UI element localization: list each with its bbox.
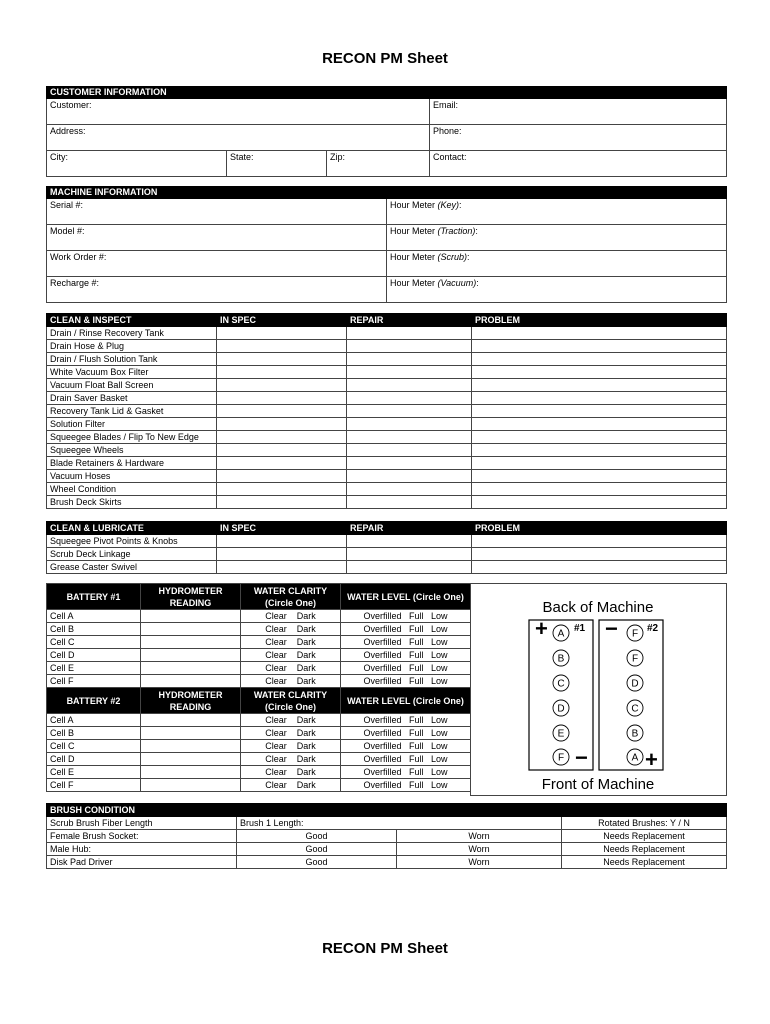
battery-diagram [470, 583, 727, 796]
option-dark[interactable]: Dark [296, 741, 316, 751]
option-overfilled[interactable]: Overfilled [363, 780, 402, 790]
hour-meter-field-3[interactable] [387, 277, 727, 303]
problem-cell[interactable] [472, 379, 727, 392]
battery-1-minus: − [575, 745, 588, 770]
in-spec-cell[interactable] [217, 496, 347, 509]
problem-cell[interactable] [472, 405, 727, 418]
problem-cell[interactable] [472, 366, 727, 379]
option-clear[interactable]: Clear [265, 715, 287, 725]
machine-field-1[interactable]: Model #: [47, 225, 387, 251]
in-spec-cell[interactable] [217, 548, 347, 561]
repair-cell[interactable] [347, 444, 472, 457]
problem-cell[interactable] [472, 483, 727, 496]
option-low[interactable]: Low [431, 728, 448, 738]
column-header: PROBLEM [472, 522, 727, 535]
water-level-header: WATER LEVEL (Circle One) [341, 688, 471, 714]
column-header: REPAIR [347, 522, 472, 535]
item-label: Drain / Rinse Recovery Tank [47, 327, 217, 340]
repair-cell[interactable] [347, 379, 472, 392]
option-needs-replacement[interactable]: Needs Replacement [562, 856, 727, 869]
item-label: Brush Deck Skirts [47, 496, 217, 509]
option-dark[interactable]: Dark [296, 624, 316, 634]
water-level-options[interactable] [341, 636, 471, 649]
option-clear[interactable]: Clear [265, 741, 287, 751]
battery-header: BATTERY #1 [47, 584, 141, 610]
water-level-header: WATER LEVEL (Circle One) [341, 584, 471, 610]
water-clarity-options[interactable] [241, 779, 341, 792]
option-overfilled[interactable]: Overfilled [363, 741, 402, 751]
table-row [47, 856, 727, 869]
cell-label: Cell C [47, 636, 141, 649]
table-row [47, 327, 727, 340]
in-spec-cell[interactable] [217, 431, 347, 444]
problem-cell[interactable] [472, 353, 727, 366]
water-clarity-options[interactable] [241, 727, 341, 740]
option-clear[interactable]: Clear [265, 754, 287, 764]
hydrometer-cell[interactable] [141, 714, 241, 727]
water-clarity-options[interactable] [241, 610, 341, 623]
water-level-options[interactable] [341, 662, 471, 675]
right-cell-letter: B [631, 728, 639, 740]
hour-meter-colon: : [467, 252, 470, 262]
battery-2-minus: − [605, 616, 618, 641]
option-clear[interactable]: Clear [265, 767, 287, 777]
rotated-brushes-field[interactable]: Rotated Brushes: Y / N [562, 817, 727, 830]
problem-cell[interactable] [472, 470, 727, 483]
repair-cell[interactable] [347, 496, 472, 509]
in-spec-cell[interactable] [217, 470, 347, 483]
option-full[interactable]: Full [408, 741, 424, 751]
option-full[interactable]: Full [408, 780, 424, 790]
battery-2-number: #2 [647, 623, 659, 634]
water-level-options[interactable] [341, 740, 471, 753]
machine-info-header: MACHINE INFORMATION [47, 187, 727, 199]
cell-label: Cell F [47, 779, 141, 792]
water-clarity-options[interactable] [241, 753, 341, 766]
item-label: Blade Retainers & Hardware [47, 457, 217, 470]
left-cell-letter: B [557, 653, 565, 665]
hour-meter-label: Hour Meter [390, 278, 438, 288]
cell-label: Cell D [47, 753, 141, 766]
in-spec-cell[interactable] [217, 418, 347, 431]
option-full[interactable]: Full [408, 611, 424, 621]
water-level-options[interactable] [341, 623, 471, 636]
option-dark[interactable]: Dark [296, 754, 316, 764]
problem-cell[interactable] [472, 548, 727, 561]
option-dark[interactable]: Dark [296, 780, 316, 790]
option-low[interactable]: Low [431, 663, 448, 673]
repair-cell[interactable] [347, 392, 472, 405]
problem-cell[interactable] [472, 327, 727, 340]
hydrometer-cell[interactable] [141, 649, 241, 662]
option-clear[interactable]: Clear [265, 650, 287, 660]
option-overfilled[interactable]: Overfilled [363, 624, 402, 634]
state-field[interactable]: State: [227, 151, 327, 177]
left-cell-letter: E [557, 728, 565, 740]
option-full[interactable]: Full [408, 637, 424, 647]
option-dark[interactable]: Dark [296, 676, 316, 686]
contact-field[interactable]: Contact: [430, 151, 727, 177]
option-dark[interactable]: Dark [296, 611, 316, 621]
table-row [47, 431, 727, 444]
machine-field-3[interactable]: Recharge #: [47, 277, 387, 303]
problem-cell[interactable] [472, 340, 727, 353]
right-cell-letter: C [631, 703, 639, 715]
table-row [47, 405, 727, 418]
repair-cell[interactable] [347, 340, 472, 353]
option-full[interactable]: Full [408, 754, 424, 764]
option-dark[interactable]: Dark [296, 637, 316, 647]
cell-label: Cell F [47, 675, 141, 688]
option-low[interactable]: Low [431, 611, 448, 621]
table-row [47, 649, 471, 662]
in-spec-cell[interactable] [217, 483, 347, 496]
repair-cell[interactable] [347, 431, 472, 444]
battery-1-plus: + [535, 616, 548, 641]
option-low[interactable]: Low [431, 715, 448, 725]
option-overfilled[interactable]: Overfilled [363, 637, 402, 647]
machine-field-2[interactable]: Work Order #: [47, 251, 387, 277]
item-label: Drain Saver Basket [47, 392, 217, 405]
option-overfilled[interactable]: Overfilled [363, 767, 402, 777]
option-overfilled[interactable]: Overfilled [363, 611, 402, 621]
water-level-options[interactable] [341, 675, 471, 688]
page-title: RECON PM Sheet [322, 50, 448, 67]
option-dark[interactable]: Dark [296, 663, 316, 673]
column-header: IN SPEC [217, 314, 347, 327]
problem-cell[interactable] [472, 535, 727, 548]
item-label: Vacuum Float Ball Screen [47, 379, 217, 392]
in-spec-cell[interactable] [217, 353, 347, 366]
option-full[interactable]: Full [408, 715, 424, 725]
item-label: Squeegee Wheels [47, 444, 217, 457]
city-field[interactable]: City: [47, 151, 227, 177]
table-row [47, 470, 727, 483]
repair-cell[interactable] [347, 457, 472, 470]
option-good[interactable]: Good [237, 830, 397, 843]
repair-cell[interactable] [347, 366, 472, 379]
brush-item-label: Male Hub: [47, 843, 237, 856]
battery-table [46, 583, 471, 792]
water-clarity-options[interactable] [241, 662, 341, 675]
hour-meter-type: (Vacuum) [437, 278, 477, 288]
hour-meter-type: (Traction) [437, 226, 476, 236]
water-clarity-header: WATER CLARITY (Circle One) [241, 584, 341, 610]
repair-cell[interactable] [347, 327, 472, 340]
in-spec-cell[interactable] [217, 444, 347, 457]
option-clear[interactable]: Clear [265, 637, 287, 647]
table-row [47, 766, 471, 779]
option-low[interactable]: Low [431, 754, 448, 764]
option-worn[interactable]: Worn [397, 843, 562, 856]
right-cell-letter: F [631, 628, 639, 640]
table-row [47, 753, 471, 766]
water-clarity-options[interactable] [241, 649, 341, 662]
item-label: Drain / Flush Solution Tank [47, 353, 217, 366]
option-full[interactable]: Full [408, 767, 424, 777]
hour-meter-type: (Scrub) [437, 252, 468, 262]
column-header: REPAIR [347, 314, 472, 327]
table-row [47, 366, 727, 379]
in-spec-cell[interactable] [217, 457, 347, 470]
item-label: Recovery Tank Lid & Gasket [47, 405, 217, 418]
problem-cell[interactable] [472, 392, 727, 405]
column-header: IN SPEC [217, 522, 347, 535]
machine-info-table [46, 186, 727, 303]
address-field[interactable]: Address: [47, 125, 430, 151]
in-spec-cell[interactable] [217, 340, 347, 353]
table-row [47, 444, 727, 457]
option-full[interactable]: Full [408, 676, 424, 686]
hydrometer-cell[interactable] [141, 610, 241, 623]
option-good[interactable]: Good [237, 856, 397, 869]
cell-label: Cell A [47, 610, 141, 623]
cell-label: Cell B [47, 727, 141, 740]
table-row [47, 340, 727, 353]
hour-meter-colon: : [476, 278, 479, 288]
column-header: PROBLEM [472, 314, 727, 327]
option-overfilled[interactable]: Overfilled [363, 715, 402, 725]
column-header: CLEAN & INSPECT [47, 314, 217, 327]
water-clarity-options[interactable] [241, 740, 341, 753]
table-row [47, 714, 471, 727]
repair-cell[interactable] [347, 353, 472, 366]
cell-label: Cell D [47, 649, 141, 662]
right-cell-letter: D [631, 678, 639, 690]
option-overfilled[interactable]: Overfilled [363, 676, 402, 686]
item-label: Grease Caster Swivel [47, 561, 217, 574]
in-spec-cell[interactable] [217, 392, 347, 405]
table-row [47, 457, 727, 470]
repair-cell[interactable] [347, 535, 472, 548]
in-spec-cell[interactable] [217, 366, 347, 379]
hydrometer-cell[interactable] [141, 766, 241, 779]
repair-cell[interactable] [347, 418, 472, 431]
hour-meter-colon: : [459, 200, 462, 210]
right-cell-letter: A [631, 752, 639, 764]
hydrometer-cell[interactable] [141, 753, 241, 766]
water-clarity-options[interactable] [241, 623, 341, 636]
option-needs-replacement[interactable]: Needs Replacement [562, 843, 727, 856]
option-overfilled[interactable]: Overfilled [363, 728, 402, 738]
cell-label: Cell B [47, 623, 141, 636]
column-header: CLEAN & LUBRICATE [47, 522, 217, 535]
hydrometer-cell[interactable] [141, 675, 241, 688]
front-of-machine-label: Front of Machine [541, 776, 655, 793]
repair-cell[interactable] [347, 405, 472, 418]
option-full[interactable]: Full [408, 663, 424, 673]
option-clear[interactable]: Clear [265, 611, 287, 621]
left-cell-letter: F [557, 752, 565, 764]
table-row [47, 636, 471, 649]
hydrometer-cell[interactable] [141, 727, 241, 740]
hour-meter-field-2[interactable] [387, 251, 727, 277]
water-clarity-options[interactable] [241, 675, 341, 688]
hydrometer-cell[interactable] [141, 623, 241, 636]
option-low[interactable]: Low [431, 637, 448, 647]
table-row [47, 392, 727, 405]
clean-lubricate-table [46, 521, 727, 574]
option-low[interactable]: Low [431, 624, 448, 634]
email-field[interactable]: Email: [430, 99, 727, 125]
table-row [47, 548, 727, 561]
repair-cell[interactable] [347, 483, 472, 496]
in-spec-cell[interactable] [217, 561, 347, 574]
water-level-options[interactable] [341, 753, 471, 766]
battery-1-number: #1 [574, 623, 586, 634]
left-cell-letter: C [557, 678, 565, 690]
hour-meter-label: Hour Meter [390, 200, 438, 210]
table-row [47, 779, 471, 792]
problem-cell[interactable] [472, 418, 727, 431]
option-full[interactable]: Full [408, 624, 424, 634]
table-row [47, 561, 727, 574]
customer-field[interactable]: Customer: [47, 99, 430, 125]
in-spec-cell[interactable] [217, 327, 347, 340]
table-row [47, 675, 471, 688]
option-low[interactable]: Low [431, 650, 448, 660]
scrub-brush-fiber-length: Scrub Brush Fiber Length [47, 817, 237, 830]
option-clear[interactable]: Clear [265, 728, 287, 738]
water-level-options[interactable] [341, 727, 471, 740]
battery-header: BATTERY #2 [47, 688, 141, 714]
zip-field[interactable]: Zip: [327, 151, 430, 177]
cell-label: Cell C [47, 740, 141, 753]
option-low[interactable]: Low [431, 780, 448, 790]
table-row [47, 830, 727, 843]
hydrometer-cell[interactable] [141, 740, 241, 753]
water-level-options[interactable] [341, 610, 471, 623]
option-overfilled[interactable]: Overfilled [363, 754, 402, 764]
table-row [47, 740, 471, 753]
cell-label: Cell E [47, 766, 141, 779]
cell-label: Cell A [47, 714, 141, 727]
option-full[interactable]: Full [408, 650, 424, 660]
option-needs-replacement[interactable]: Needs Replacement [562, 830, 727, 843]
battery-2-plus: + [645, 747, 658, 772]
water-clarity-options[interactable] [241, 636, 341, 649]
water-level-options[interactable] [341, 714, 471, 727]
option-clear[interactable]: Clear [265, 624, 287, 634]
option-overfilled[interactable]: Overfilled [363, 663, 402, 673]
option-dark[interactable]: Dark [296, 650, 316, 660]
hydrometer-cell[interactable] [141, 636, 241, 649]
hydrometer-cell[interactable] [141, 662, 241, 675]
repair-cell[interactable] [347, 470, 472, 483]
brush-item-label: Disk Pad Driver [47, 856, 237, 869]
water-clarity-options[interactable] [241, 714, 341, 727]
option-worn[interactable]: Worn [397, 830, 562, 843]
in-spec-cell[interactable] [217, 405, 347, 418]
option-clear[interactable]: Clear [265, 676, 287, 686]
problem-cell[interactable] [472, 457, 727, 470]
customer-info-table [46, 86, 727, 177]
item-label: Solution Filter [47, 418, 217, 431]
hydrometer-cell[interactable] [141, 779, 241, 792]
water-level-options[interactable] [341, 649, 471, 662]
option-low[interactable]: Low [431, 767, 448, 777]
brush-condition-header: BRUSH CONDITION [47, 804, 237, 817]
item-label: Squeegee Blades / Flip To New Edge [47, 431, 217, 444]
hour-meter-field-1[interactable] [387, 225, 727, 251]
hydrometer-header: HYDROMETER READING [141, 584, 241, 610]
water-level-options[interactable] [341, 779, 471, 792]
repair-cell[interactable] [347, 548, 472, 561]
table-row [47, 379, 727, 392]
right-cell-letter: F [631, 653, 639, 665]
clean-inspect-table [46, 313, 727, 509]
option-low[interactable]: Low [431, 741, 448, 751]
table-row [47, 623, 471, 636]
table-row [47, 662, 471, 675]
option-dark[interactable]: Dark [296, 728, 316, 738]
hydrometer-header: HYDROMETER READING [141, 688, 241, 714]
item-label: Vacuum Hoses [47, 470, 217, 483]
table-row [47, 353, 727, 366]
hour-meter-colon: : [475, 226, 478, 236]
in-spec-cell[interactable] [217, 535, 347, 548]
brush-condition-table [46, 803, 727, 869]
option-clear[interactable]: Clear [265, 663, 287, 673]
option-good[interactable]: Good [237, 843, 397, 856]
option-full[interactable]: Full [408, 728, 424, 738]
option-overfilled[interactable]: Overfilled [363, 650, 402, 660]
water-level-options[interactable] [341, 766, 471, 779]
hour-meter-type: (Key) [437, 200, 460, 210]
table-row [47, 727, 471, 740]
problem-cell[interactable] [472, 431, 727, 444]
option-dark[interactable]: Dark [296, 715, 316, 725]
left-cell-letter: A [557, 628, 565, 640]
hour-meter-field-0[interactable] [387, 199, 727, 225]
machine-field-0[interactable]: Serial #: [47, 199, 387, 225]
item-label: Drain Hose & Plug [47, 340, 217, 353]
item-label: Scrub Deck Linkage [47, 548, 217, 561]
item-label: Squeegee Pivot Points & Knobs [47, 535, 217, 548]
item-label: Wheel Condition [47, 483, 217, 496]
repair-cell[interactable] [347, 561, 472, 574]
in-spec-cell[interactable] [217, 379, 347, 392]
brush-1-length-field[interactable]: Brush 1 Length: [237, 817, 562, 830]
hour-meter-label: Hour Meter [390, 252, 438, 262]
phone-field[interactable]: Phone: [430, 125, 727, 151]
table-row [47, 843, 727, 856]
customer-info-header: CUSTOMER INFORMATION [47, 87, 727, 99]
cell-label: Cell E [47, 662, 141, 675]
table-row [47, 418, 727, 431]
item-label: White Vacuum Box Filter [47, 366, 217, 379]
water-clarity-options[interactable] [241, 766, 341, 779]
option-low[interactable]: Low [431, 676, 448, 686]
back-of-machine-label: Back of Machine [542, 599, 654, 616]
footer-title: RECON PM Sheet [322, 940, 448, 957]
brush-item-label: Female Brush Socket: [47, 830, 237, 843]
option-dark[interactable]: Dark [296, 767, 316, 777]
hour-meter-label: Hour Meter [390, 226, 438, 236]
problem-cell[interactable] [472, 496, 727, 509]
left-cell-letter: D [557, 703, 565, 715]
table-row [47, 496, 727, 509]
table-row [47, 483, 727, 496]
water-clarity-header: WATER CLARITY (Circle One) [241, 688, 341, 714]
table-row [47, 535, 727, 548]
problem-cell[interactable] [472, 444, 727, 457]
table-row [47, 610, 471, 623]
option-worn[interactable]: Worn [397, 856, 562, 869]
problem-cell[interactable] [472, 561, 727, 574]
option-clear[interactable]: Clear [265, 780, 287, 790]
